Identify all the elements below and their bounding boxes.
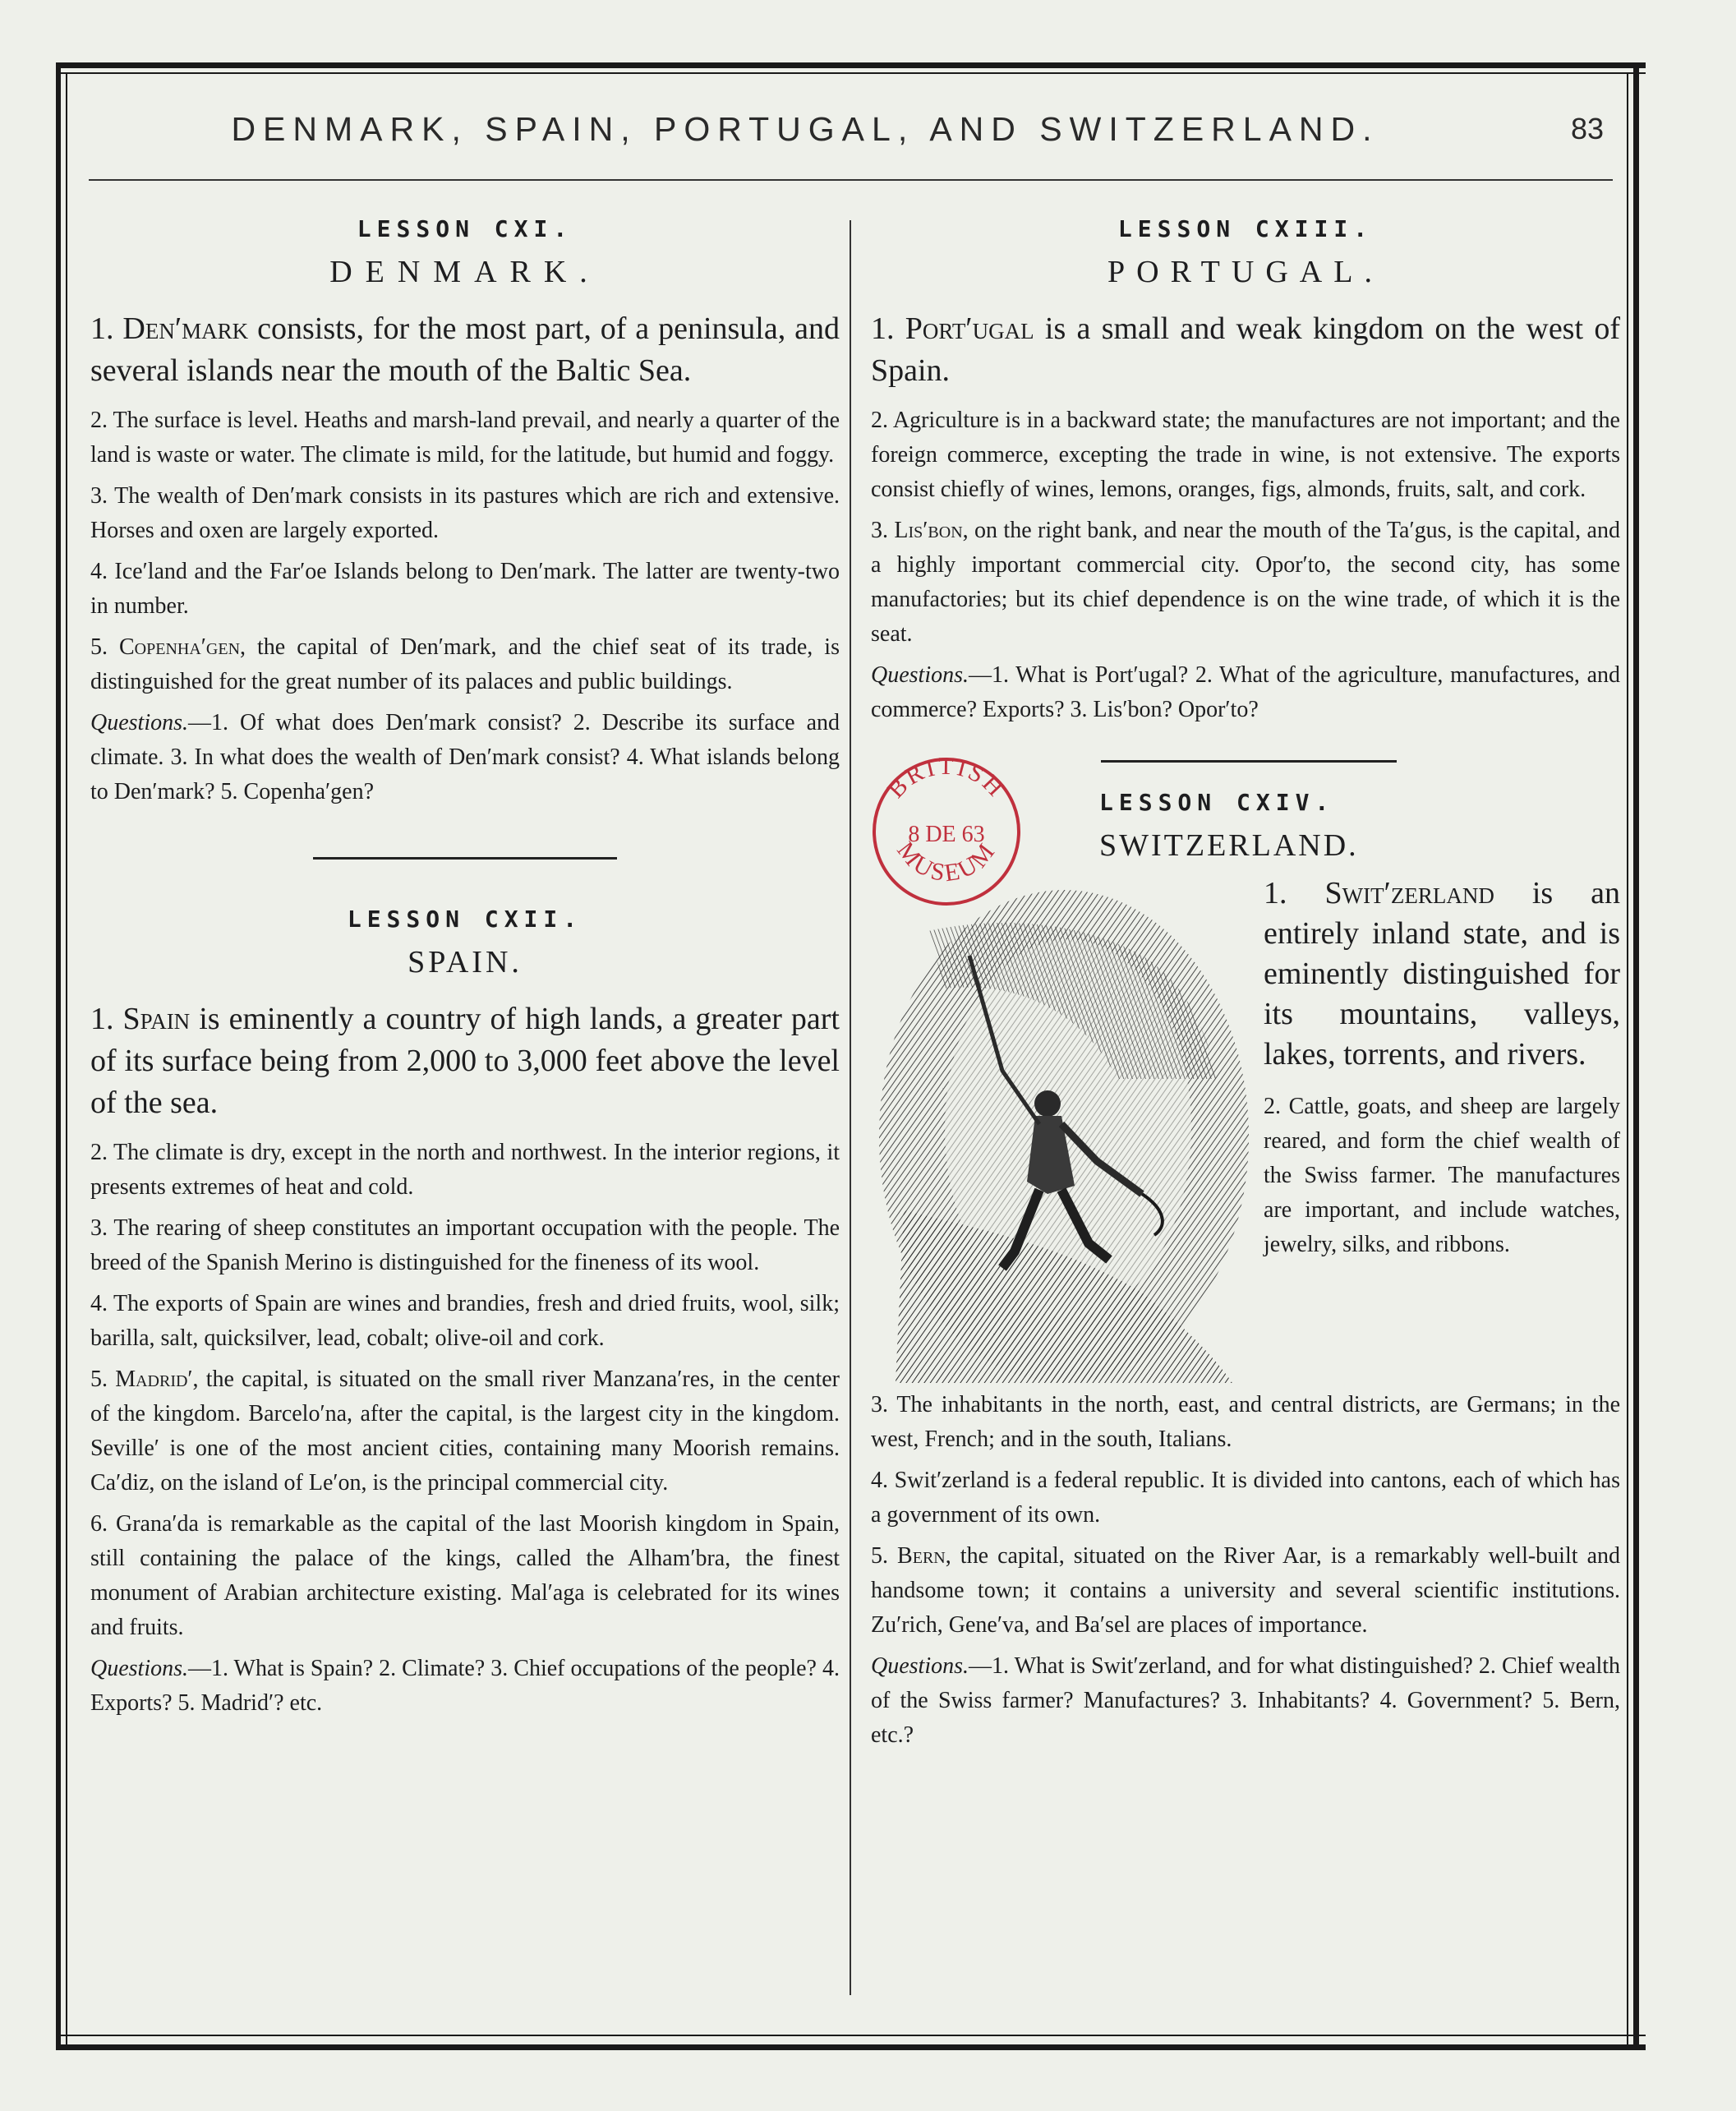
lead-text: is a small and weak kingdom on the west of Spain. <box>871 311 1620 388</box>
paragraph-heading: 5. Copenha′gen, <box>90 634 246 660</box>
lead-paragraph <box>871 308 1620 392</box>
frame-right-rule <box>1633 62 1639 2049</box>
lesson-title: SWITZERLAND. <box>1099 828 1359 863</box>
questions-label: Questions. <box>871 1653 969 1679</box>
questions-text: —1. What is Swit′zerland, and for what distinguished? 2. Chief wealth of the Swiss farmer? Manufactures? 3. Inhabitants? 4. Government? 5. Bern, etc.? <box>871 1653 1620 1748</box>
questions-text: —1. Of what does Den′mark consist? 2. Describe its surface and climate. 3. In what does the wealth of Den′mark consist? 4. What islands belong to Den′mark? 5. Copenha′gen? <box>90 710 840 804</box>
paragraph-heading: 5. Madrid′, <box>90 1367 199 1392</box>
questions <box>90 1652 840 1721</box>
paragraph-5 <box>90 630 840 699</box>
stamp-top-text: BRITISH <box>882 752 1011 804</box>
questions <box>871 1649 1620 1753</box>
paragraph-text: the capital of Den′mark, and the chief seat of its trade, is distinguished for the great number of its palaces and public buildings. <box>90 634 840 694</box>
paragraph-4: 4. The exports of Spain are wines and brandies, fresh and dried fruits, wool, silk; barilla, salt, quicksilver, lead, cobalt; olive-oil and cork. <box>90 1291 840 1351</box>
engraving-illustration <box>871 865 1257 1391</box>
questions-text: —1. What is Port′ugal? 2. What of the agriculture, manufactures, and commerce? Exports? 3. Lis′bon? Opor′to? <box>871 662 1620 722</box>
column-divider <box>850 220 851 1995</box>
lesson-label: LESSON CXI. <box>357 215 573 242</box>
lesson-switzerland <box>871 752 1621 1753</box>
frame-left-rule <box>56 62 61 2049</box>
frame-top-rule <box>56 62 1646 68</box>
lesson-label: LESSON CXII. <box>347 906 583 933</box>
questions <box>871 658 1620 727</box>
paragraph-4: 4. Swit′zerland is a federal republic. It is divided into cantons, each of which has a government of its own. <box>871 1468 1620 1528</box>
paragraph-2: 2. Cattle, goats, and sheep are largely reared, and form the chief wealth of the Swiss farmer. The manufactures are important, and include watches, jewelry, silks, and ribbons. <box>1264 1094 1620 1257</box>
section-rule <box>313 857 617 860</box>
questions <box>90 706 840 809</box>
paragraph-text: on the right bank, and near the mouth of the Ta′gus, is the capital, and a highly important commercial city. Opor′to, the second city, has some manufactories; but its chief dependence is on the wine trade, of which it is the seat. <box>871 518 1620 647</box>
paragraph-3: 3. The inhabitants in the north, east, and central districts, are Germans; in the west, French; and in the south, Italians. <box>871 1392 1620 1452</box>
paragraph-2: 2. Agriculture is in a backward state; the manufactures are not important; and the foreign commerce, excepting the trade in wine, is not extensive. The exports consist chiefly of wines, lemons, oranges, figs, almonds, fruits, salt, and cork. <box>871 408 1620 502</box>
frame-right-rule-inner <box>1627 72 1628 2044</box>
lead-paragraph <box>1264 873 1620 1075</box>
paragraph-5 <box>871 1539 1620 1643</box>
lead-heading: 1. Swit′zerland <box>1264 876 1494 910</box>
paragraph-heading: 5. Bern, <box>871 1543 951 1569</box>
running-head: DENMARK, SPAIN, PORTUGAL, AND SWITZERLAND. <box>231 110 1379 148</box>
lesson-portugal <box>871 215 1620 727</box>
page-number: 83 <box>1571 112 1605 145</box>
paragraph-heading: 3. Lis′bon, <box>871 518 969 543</box>
frame-bottom-rule <box>56 2044 1646 2050</box>
paragraph-4: 4. Ice′land and the Far′oe Islands belong to Den′mark. The latter are twenty-two in number. <box>90 559 840 619</box>
right-column <box>871 215 1620 1753</box>
lead-text: consists, for the most part, of a peninsula, and several islands near the mouth of the Baltic Sea. <box>90 311 840 388</box>
paragraph-3: 3. The rearing of sheep constitutes an important occupation with the people. The breed of the Spanish Merino is distinguished for the fineness of its wool. <box>90 1215 840 1275</box>
lead-heading: 1. Port′ugal <box>871 311 1034 346</box>
left-column <box>90 215 840 1721</box>
paragraph-2: 2. The surface is level. Heaths and marsh-land prevail, and nearly a quarter of the land is waste or water. The climate is mild, for the latitude, but humid and foggy. <box>90 408 840 468</box>
lesson-denmark <box>90 215 840 809</box>
lead-paragraph <box>90 308 840 392</box>
lead-text: is eminently a country of high lands, a greater part of its surface being from 2,000 to 3,000 feet above the level of the sea. <box>90 1002 840 1120</box>
stamp-date: 8 DE 63 <box>908 822 985 847</box>
lead-heading: 1. Den′mark <box>90 311 249 346</box>
paragraph-2: 2. The climate is dry, except in the north and northwest. In the interior regions, it presents extremes of heat and cold. <box>90 1140 840 1200</box>
lead-text: is an entirely inland state, and is eminently distinguished for its mountains, valleys, lakes, torrents, and rivers. <box>1264 876 1620 1072</box>
questions-label: Questions. <box>90 710 188 735</box>
lead-paragraph <box>90 998 840 1124</box>
frame-top-rule-inner <box>56 72 1646 74</box>
lesson-title: SPAIN. <box>408 945 523 979</box>
paragraph-5 <box>90 1362 840 1500</box>
lesson-title: DENMARK. <box>329 255 601 289</box>
paragraph-6: 6. Grana′da is remarkable as the capital of the last Moorish kingdom in Spain, still containing the palace of the kings, called the Alham′bra, the finest monument of Arabian architecture existing. Mal′aga is celebrated for its wines and fruits. <box>90 1511 840 1640</box>
lesson-label: LESSON CXIII. <box>1117 215 1374 242</box>
lesson-spain <box>90 906 840 1721</box>
questions-label: Questions. <box>871 662 969 688</box>
frame-bottom-rule-inner <box>56 2035 1646 2036</box>
frame-left-rule-inner <box>66 72 67 2044</box>
stamp-bottom-text: MUSEUM <box>891 837 1002 887</box>
questions-label: Questions. <box>90 1656 188 1681</box>
paragraph-text: the capital, is situated on the small river Manzana′res, in the center of the kingdom. Barcelo′na, after the capital, is the largest city in the kingdom. Seville′ is one of the most ancient cities, containing many Moorish remains. Ca′diz, on the island of Le′on, is the principal commercial city. <box>90 1367 840 1496</box>
paragraph-text: the capital, situated on the River Aar, is a remarkably well-built and handsome town; it contains a university and several scientific institutions. Zu′rich, Gene′va, and Ba′sel are places of importance. <box>871 1543 1621 1638</box>
lesson-title: PORTUGAL. <box>1107 255 1384 289</box>
header-rule <box>89 179 1613 181</box>
paragraph-3 <box>871 514 1620 652</box>
lead-heading: 1. Spain <box>90 1002 191 1036</box>
questions-text: —1. What is Spain? 2. Climate? 3. Chief occupations of the people? 4. Exports? 5. Madrid′? etc. <box>90 1656 840 1716</box>
lesson-label: LESSON CXIV. <box>1099 789 1335 816</box>
paragraph-3: 3. The wealth of Den′mark consists in its pastures which are rich and extensive. Horses and oxen are largely exported. <box>90 483 840 543</box>
